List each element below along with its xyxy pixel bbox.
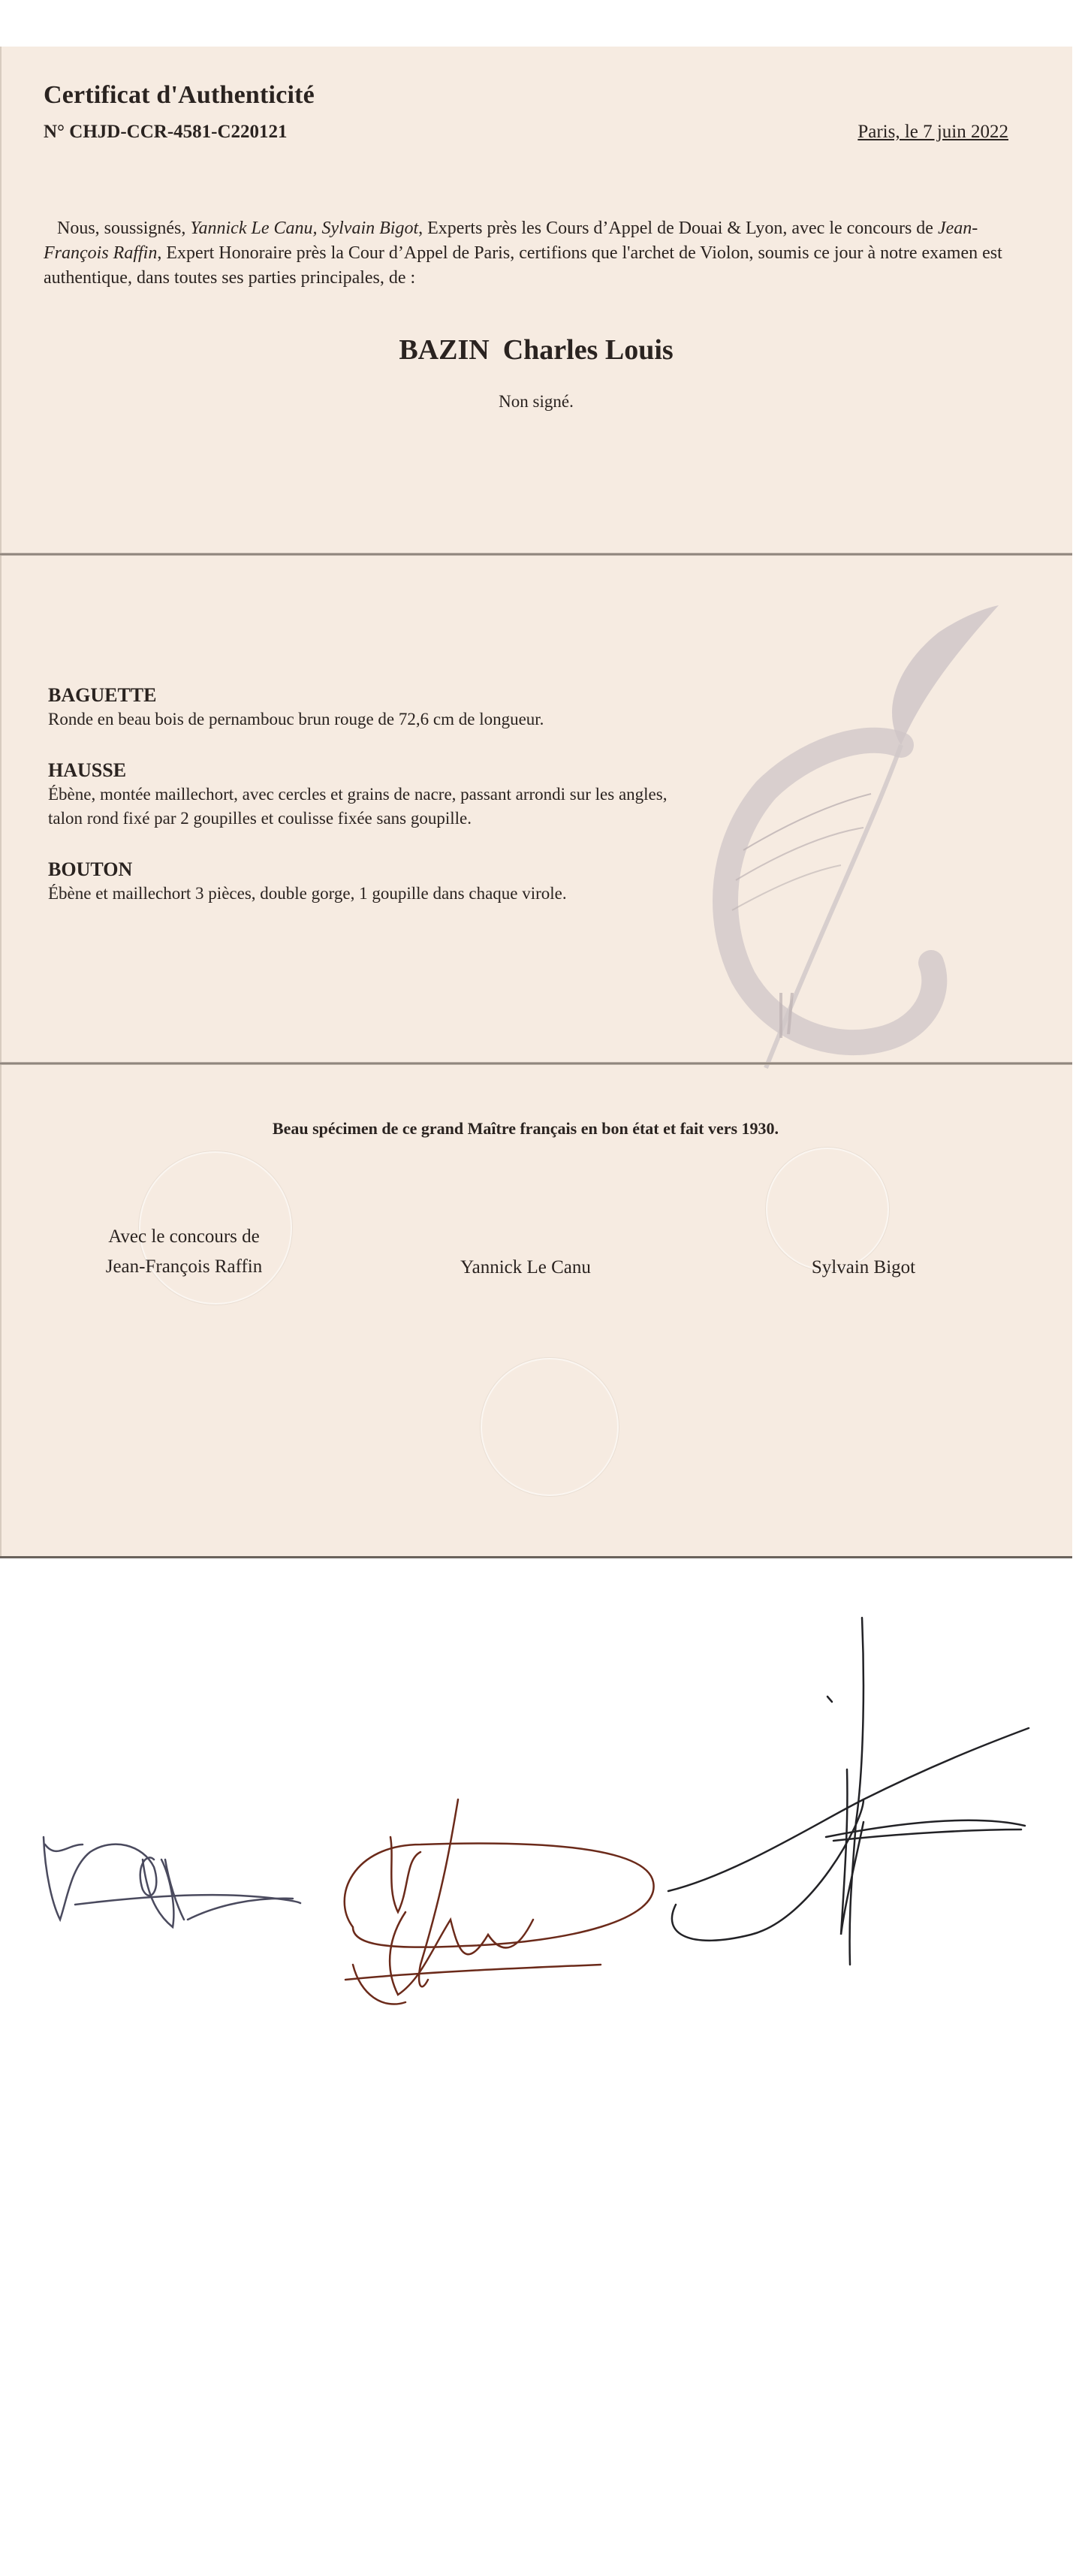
intro-paragraph — [44, 216, 1012, 291]
section-heading: BAGUETTE — [48, 684, 157, 706]
signed-note: Non signé. — [499, 392, 574, 411]
certificate-sheet — [0, 47, 1072, 1558]
maker-surname: BAZIN — [399, 334, 490, 366]
signatures-drawing — [0, 1065, 1072, 2576]
signature-panel — [0, 1065, 1072, 1558]
raffin-signature — [44, 1837, 300, 1927]
bigot-signature — [668, 1618, 1029, 1965]
maker-given-names: Charles Louis — [502, 334, 674, 366]
left-signatory-label — [79, 1222, 289, 1282]
left-label-line-2: Jean-François Raffin — [105, 1256, 263, 1277]
intro-honorary-name: Jean-François Raffin — [44, 219, 978, 263]
maker-name — [0, 333, 1072, 366]
intro-part-1: Nous, soussignés, — [57, 219, 191, 238]
header-panel — [0, 47, 1072, 554]
section-baguette — [48, 683, 694, 731]
intro-part-3: , Expert Honoraire près la Cour d’Appel de Paris, certifions que l'archet de Violon, soumis ce jour à notre examen est authentique, dans toutes ses parties principales, de : — [44, 243, 1002, 288]
right-signatory-label: Sylvain Bigot — [811, 1257, 916, 1277]
section-heading: BOUTON — [48, 858, 133, 880]
section-bouton — [48, 858, 694, 906]
certificate-title: Certificat d'Authenticité — [44, 81, 315, 109]
section-text: Ronde en beau bois de pernambouc brun rouge de 72,6 cm de longueur. — [48, 710, 544, 728]
description-panel — [0, 556, 1072, 1063]
embossed-seal — [481, 1358, 619, 1496]
section-text: Ébène et maillechort 3 pièces, double gorge, 1 goupille dans chaque virole. — [48, 884, 567, 903]
intro-part-2: , Experts près les Cours d’Appel de Douai & Lyon, avec le concours de — [418, 219, 938, 238]
sheet-bottom-edge — [0, 1556, 1072, 1558]
lecanu-signature — [345, 1799, 654, 2004]
intro-experts-names: Yannick Le Canu, Sylvain Bigot — [190, 219, 419, 238]
section-hausse — [48, 759, 694, 831]
place-date: Paris, le 7 juin 2022 — [857, 122, 1008, 142]
certificate-number: N° CHJD-CCR-4581-C220121 — [44, 122, 288, 142]
quill-watermark — [676, 602, 1036, 1083]
verdict-text: Beau spécimen de ce grand Maître français en bon état et fait vers 1930. — [272, 1119, 779, 1138]
section-text: Ébène, montée maillechort, avec cercles et grains de nacre, passant arrondi sur les angles, talon rond fixé par 2 goupilles et coulisse fixée sans goupille. — [48, 785, 668, 828]
left-label-line-1: Avec le concours de — [108, 1226, 260, 1247]
center-signatory-label: Yannick Le Canu — [460, 1257, 591, 1277]
section-heading: HAUSSE — [48, 759, 127, 781]
